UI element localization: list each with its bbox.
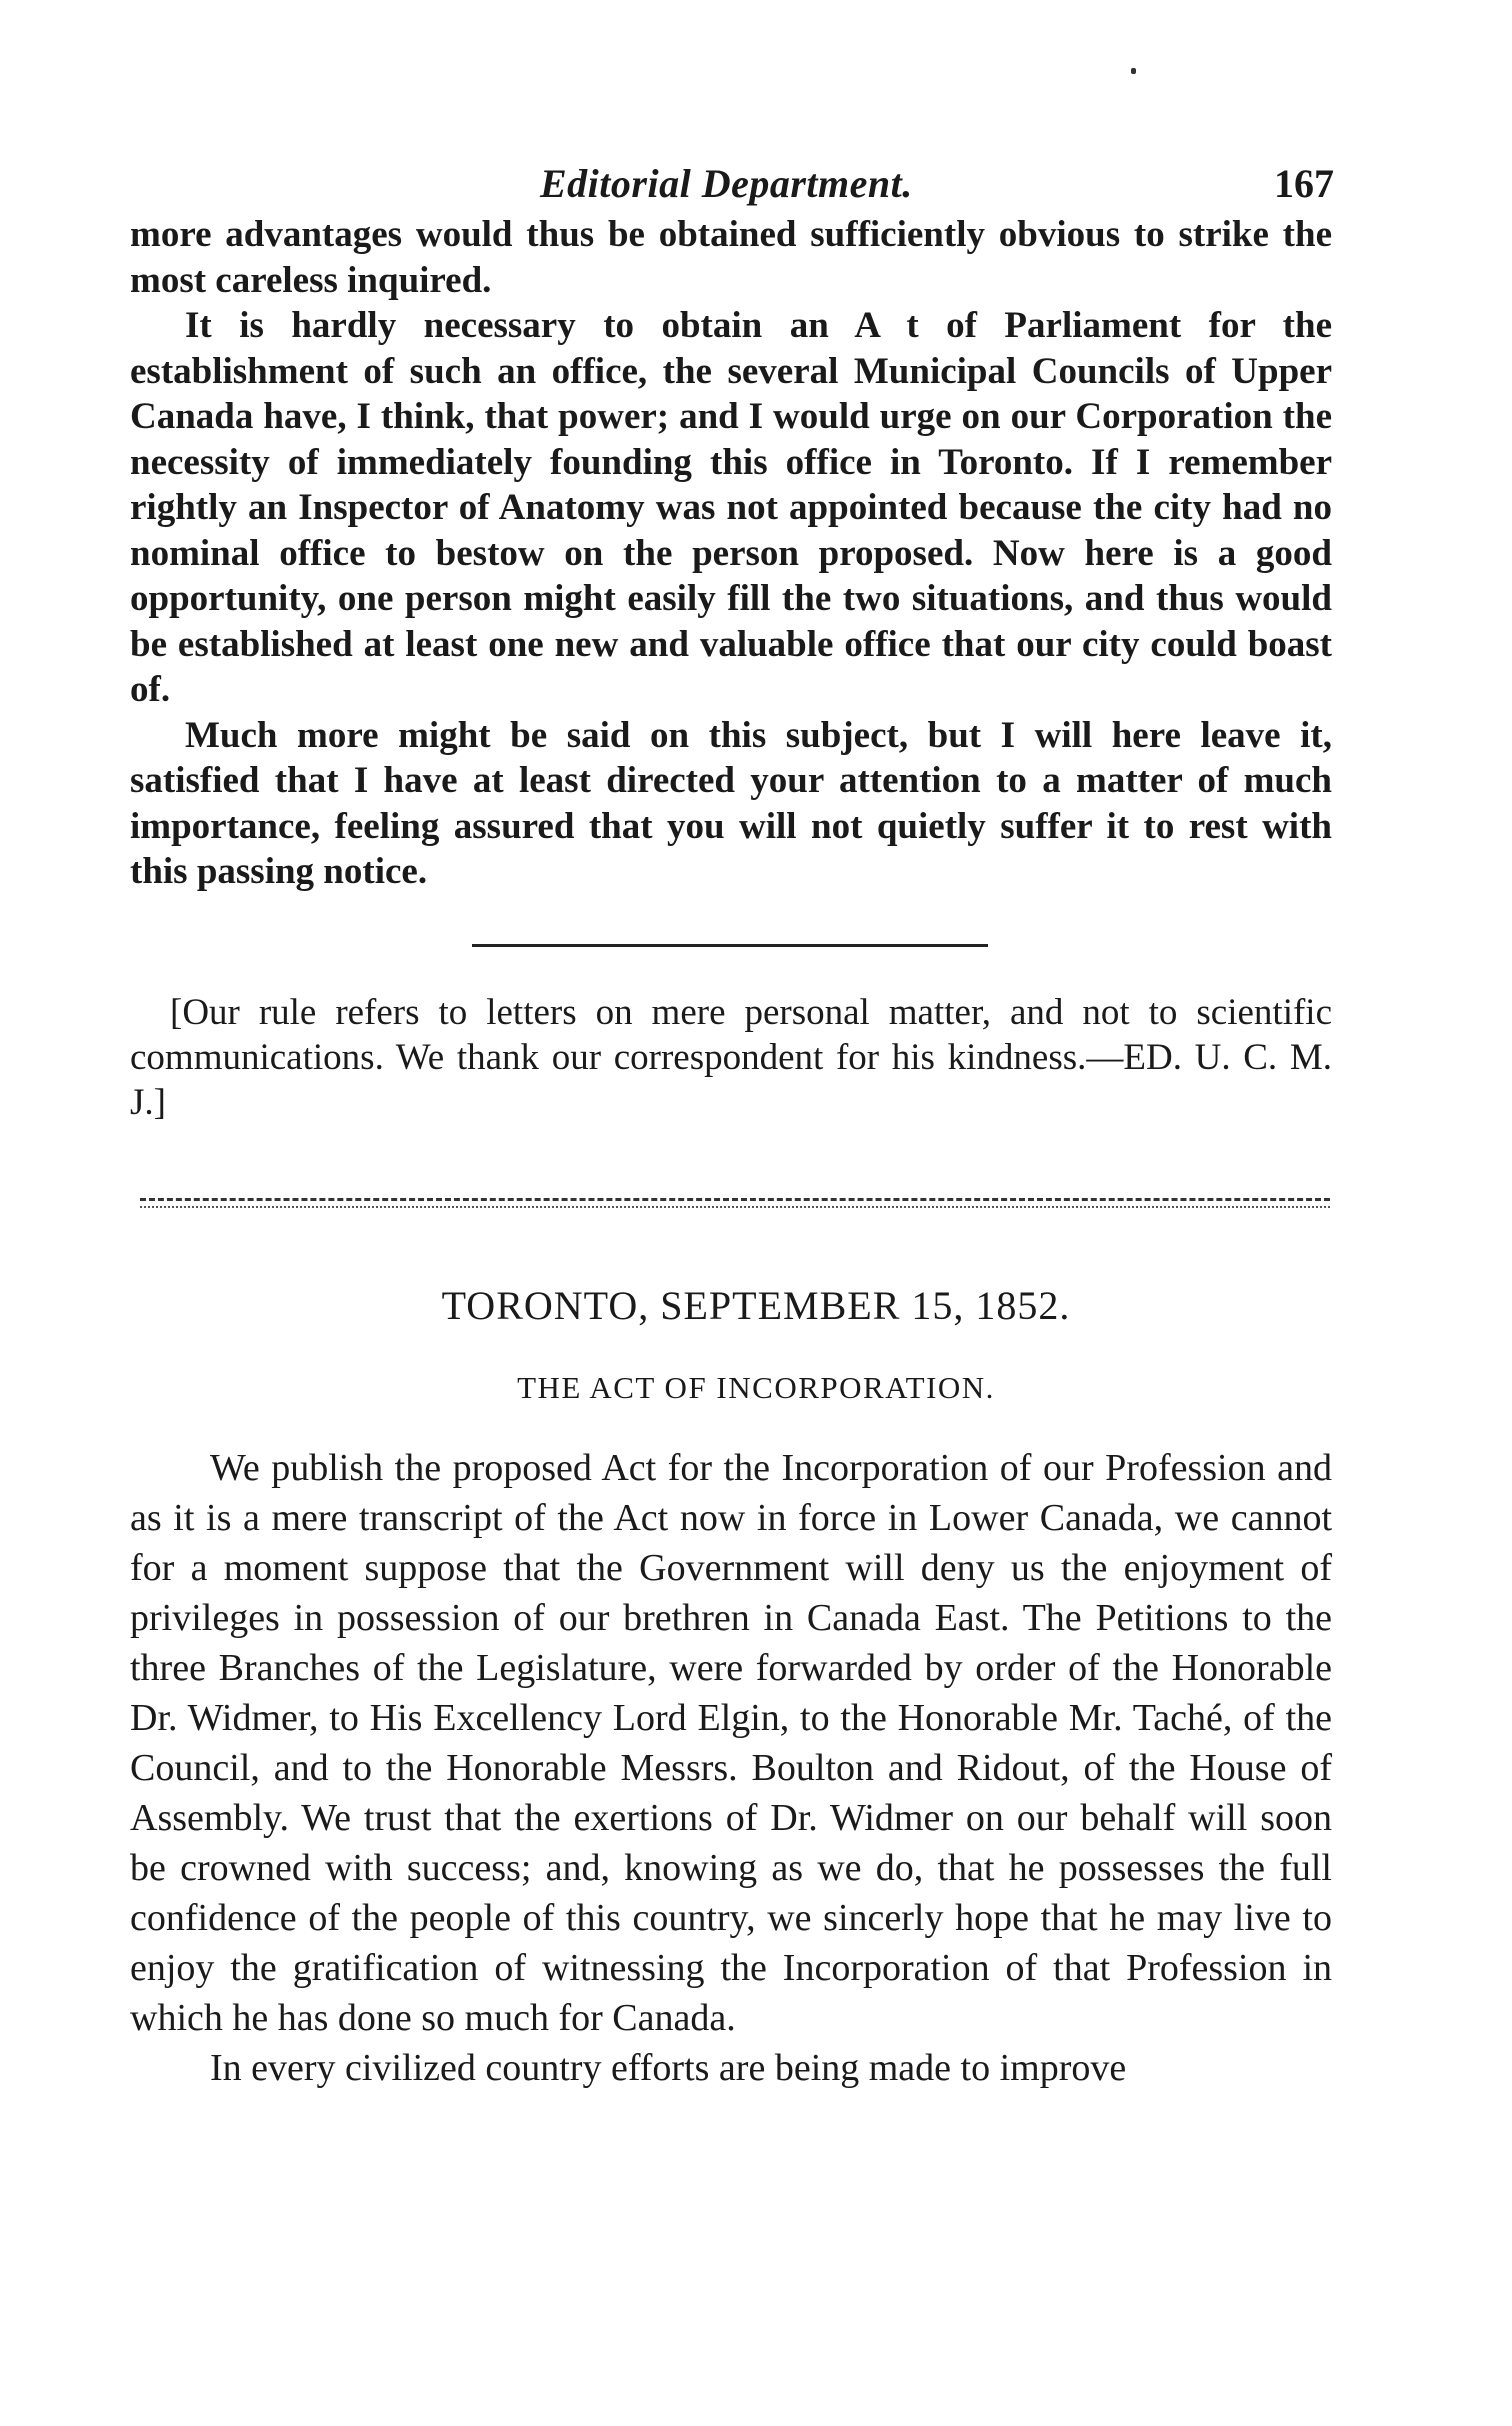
article-paragraph: We publish the proposed Act for the Incorporation of our Profession and as it is a mere transcript of the Act now in force in Lower Canada, we cannot for a moment suppose that the Government will deny us the enjoyment of privileges in possession of our brethren in Canada East. The Petitions to the three Branches of the Legislature, were forwarded by order of the Honorable Dr. Widmer, to His Excellency Lord Elgin, to the Honorable Mr. Taché, of the Council, and to the Honorable Messrs. Boulton and Ridout, of the House of Assembly. We trust that the exertions of Dr. Widmer on our behalf will soon be crowned with success; and, knowing as we do, that he possesses the full confidence of the people of this country, we sincerly hope that he may live to enjoy the gratification of witnessing the Incorporation of that Profession in which he has done so much for Canada. (130, 1447, 1332, 2039)
page-number: 167 (1274, 161, 1334, 206)
letter-paragraph: Much more might be said on this subject, but I will here leave it, satisfied that I have at least directed your attention to a matter of much importance, feeling assured that you will not quietly suffer it to rest with this passing notice. (130, 714, 1332, 892)
dateline: TORONTO, SEPTEMBER 15, 1852. (441, 1283, 1071, 1328)
section-divider (472, 944, 988, 947)
letter-paragraph: more advantages would thus be obtained sufficiently obvious to strike the most careless inquired. (130, 214, 1332, 301)
editor-note-text: [Our rule refers to letters on mere personal matter, and not to scientific communications. We thank our correspondent for his kindness.—ED. U. C. M. J.] (130, 992, 1332, 1123)
ink-speck (1131, 68, 1136, 74)
letter-paragraph: It is hardly necessary to obtain an A t of Parliament for the establishment of such an office, the several Municipal Councils of Upper Canada have, I think, that power; and I would urge on our Corporation the necessity of immediately founding this office in Toronto. If I remember rightly an Inspector of Anatomy was not appointed because the city had no nominal office to bestow on the person proposed. Now here is a good opportunity, one person might easily fill the two situations, and thus would be established at least one new and valuable office that our city could boast of. (130, 305, 1332, 710)
article-divider (140, 1198, 1330, 1201)
article-divider-secondary (140, 1206, 1330, 1208)
article-body (130, 1443, 1332, 2093)
article-paragraph: In every civilized country efforts are being made to improve (210, 2047, 1127, 2089)
letter-continuation (130, 212, 1332, 895)
running-head: Editorial Department. (540, 161, 913, 206)
article-title: THE ACT OF INCORPORATION. (517, 1370, 995, 1405)
editor-note (130, 990, 1332, 1125)
